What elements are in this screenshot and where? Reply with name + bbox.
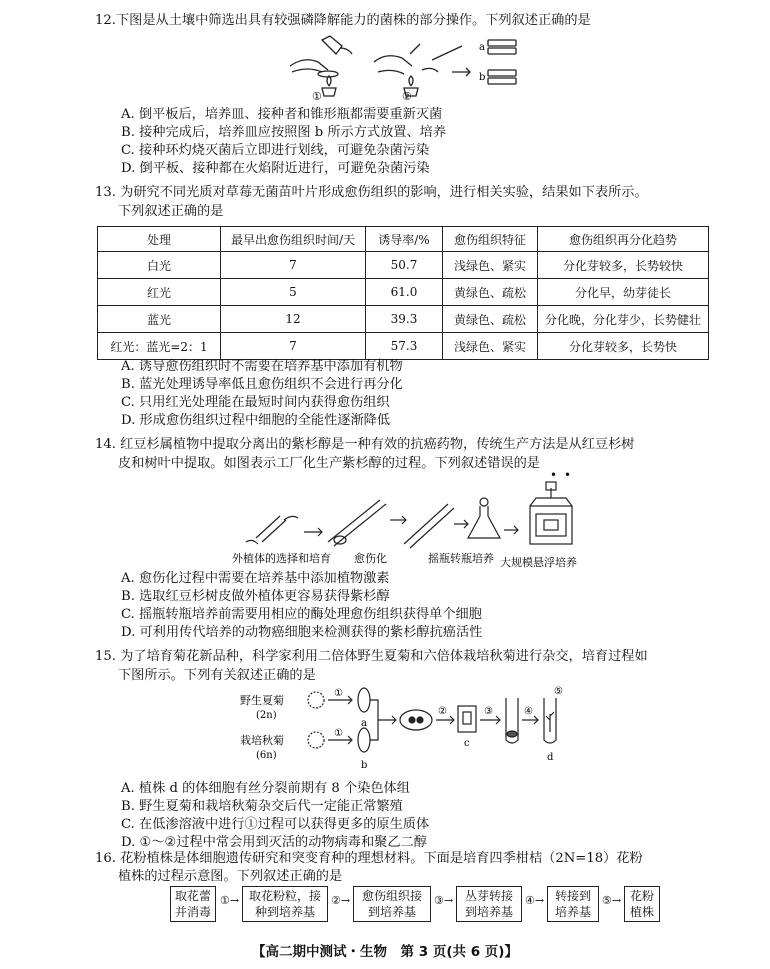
q15-label-a: a <box>361 718 367 729</box>
table-cell: 分化晚，分化芽少，长势健壮 <box>538 306 709 333</box>
table-cell: 蓝光 <box>98 306 221 333</box>
q13-option-a: A. 诱导愈伤组织时不需要在培养基中添加有机物 <box>121 359 403 374</box>
q15-option-b: B. 野生夏菊和栽培秋菊杂交后代一定能正常繁殖 <box>121 799 403 814</box>
q12-label-b: b <box>479 72 486 83</box>
flow-box <box>547 886 599 922</box>
q14-option-a: A. 愈伤化过程中需要在培养基中添加植物激素 <box>121 571 390 586</box>
emphasis-dot: • <box>550 468 558 482</box>
q14-option-b: B. 选取红豆杉树皮做外植体更容易获得紫杉醇 <box>121 589 390 604</box>
flow-box-line: 植株 <box>629 905 654 919</box>
table-header-cell: 处理 <box>98 227 221 252</box>
table-cell: 7 <box>221 252 366 279</box>
flow-box-line: 花粉 <box>629 889 654 903</box>
flow-arrow: ①→ <box>220 894 240 907</box>
q14-label-suspension: 大规模悬浮培养 <box>500 556 577 568</box>
flow-box-line: 到培养基 <box>464 905 513 919</box>
table-cell: 红光 <box>98 279 221 306</box>
flow-arrow: ④→ <box>525 894 545 907</box>
q14-label-callus: 愈伤化 <box>354 552 387 565</box>
q16-stem-line2: 植株的过程示意图。下列叙述正确的是 <box>118 869 343 884</box>
table-cell: 57.3 <box>366 333 443 360</box>
q15-step-4: ④ <box>524 706 533 717</box>
page-footer: 【高二期中测试・生物 第 3 页(共 6 页)】 <box>252 944 518 960</box>
q13-table <box>97 226 709 360</box>
flow-box <box>456 886 522 922</box>
q12-label-1: ① <box>312 90 322 103</box>
q14-stem-line1: 14. 红豆杉属植物中提取分离出的紫杉醇是一种有效的抗癌药物，传统生产方法是从红豆杉树 <box>95 437 635 452</box>
table-cell: 红光：蓝光=2：1 <box>98 333 221 360</box>
q15-label-d: d <box>547 752 554 763</box>
q15-stem-line1: 15. 为了培育菊花新品种，科学家利用二倍体野生夏菊和六倍体栽培秋菊进行杂交，培育过程如 <box>95 649 648 664</box>
table-cell: 白光 <box>98 252 221 279</box>
table-header-row <box>98 227 709 252</box>
table-cell: 黄绿色、疏松 <box>443 306 538 333</box>
table-cell: 分化芽较多，长势较快 <box>538 252 709 279</box>
flow-box <box>170 886 216 922</box>
q12-figure <box>282 32 522 104</box>
table-cell: 5 <box>221 279 366 306</box>
q16-stem-line1: 16. 花粉植株是体细胞遗传研究和突变育种的理想材料。下面是培育四季柑桔（2N=18）花粉 <box>95 851 643 866</box>
q14-label-shake-flask: 摇瓶转瓶培养 <box>428 552 494 565</box>
flow-box <box>242 886 328 922</box>
q12-option-b: B. 接种完成后，培养皿应按照图 b 所示方式放置、培养 <box>121 125 447 140</box>
flow-arrow: ③→ <box>434 894 454 907</box>
q14-stem-line2: 皮和树叶中提取。如图表示工厂化生产紫杉醇的过程。下列叙述错误的是 <box>118 456 540 471</box>
q15-option-d: D. ①～②过程中常会用到灭活的动物病毒和聚乙二醇 <box>121 835 427 850</box>
flow-box-line: 培养基 <box>554 905 591 919</box>
q15-label-cultivated-ploidy: (6n) <box>256 750 277 761</box>
table-cell: 61.0 <box>366 279 443 306</box>
flow-step: ⑤ <box>602 894 612 907</box>
flow-box <box>624 886 660 922</box>
q13-stem-line2: 下列叙述正确的是 <box>118 204 224 219</box>
table-header-cell: 诱导率/% <box>366 227 443 252</box>
table-cell: 分化早，幼芽徒长 <box>538 279 709 306</box>
table-cell: 12 <box>221 306 366 333</box>
flow-box-line: 并消毒 <box>174 905 211 919</box>
q12-option-a: A. 倒平板后，培养皿、接种者和锥形瓶都需要重新灭菌 <box>121 107 443 122</box>
table-row <box>98 306 709 333</box>
q15-stem-line2: 下图所示。下列有关叙述正确的是 <box>118 668 316 683</box>
flow-step: ② <box>331 894 341 907</box>
q13-option-b: B. 蓝光处理诱导率低且愈伤组织不会进行再分化 <box>121 377 403 392</box>
flow-box-line: 到培养基 <box>367 905 416 919</box>
q15-label-b: b <box>361 760 368 771</box>
q15-option-a: A. 植株 d 的体细胞有丝分裂前期有 8 个染色体组 <box>121 781 410 796</box>
flow-step: ① <box>220 894 230 907</box>
flow-arrow: ⑤→ <box>602 894 622 907</box>
table-row <box>98 279 709 306</box>
q15-step-3: ③ <box>484 706 493 717</box>
q15-step-5: ⑤ <box>554 686 563 697</box>
table-cell: 7 <box>221 333 366 360</box>
flow-box-line: 转接到 <box>554 889 591 903</box>
flow-box-line: 种到培养基 <box>254 905 315 919</box>
table-cell: 浅绿色、紧实 <box>443 252 538 279</box>
flow-step: ③ <box>434 894 444 907</box>
q15-step-2: ② <box>438 706 447 717</box>
table-header-cell: 愈伤组织特征 <box>443 227 538 252</box>
flow-arrow: ②→ <box>331 894 351 907</box>
table-cell: 50.7 <box>366 252 443 279</box>
table-header-cell: 愈伤组织再分化趋势 <box>538 227 709 252</box>
table-cell: 浅绿色、紧实 <box>443 333 538 360</box>
q15-step-1b: ① <box>334 728 343 739</box>
q13-option-c: C. 只用红光处理能在最短时间内获得愈伤组织 <box>121 395 390 410</box>
flow-step: ④ <box>525 894 535 907</box>
q12-label-2: ② <box>402 90 412 103</box>
q13-stem-line1: 13. 为研究不同光质对草莓无菌苗叶片形成愈伤组织的影响，进行相关实验，结果如下表所示。 <box>95 185 648 200</box>
table-row <box>98 333 709 360</box>
q15-label-c: c <box>464 738 470 749</box>
q13-option-d: D. 形成愈伤组织过程中细胞的全能性逐渐降低 <box>121 413 391 428</box>
table-header-cell: 最早出愈伤组织时间/天 <box>221 227 366 252</box>
table-row <box>98 252 709 279</box>
table-cell: 黄绿色、疏松 <box>443 279 538 306</box>
q14-option-c: C. 摇瓶转瓶培养前需要用相应的酶处理愈伤组织获得单个细胞 <box>121 607 482 622</box>
flow-box-line: 丛芽转接 <box>464 889 513 903</box>
q15-label-cultivated: 栽培秋菊 <box>240 734 284 747</box>
q14-label-explant: 外植体的选择和培育 <box>232 552 331 565</box>
q15-figure <box>240 684 570 776</box>
q14-figure <box>232 480 592 568</box>
table-cell: 39.3 <box>366 306 443 333</box>
flow-box-line: 取花蕾 <box>174 889 211 903</box>
q15-option-c: C. 在低渗溶液中进行①过程可以获得更多的原生质体 <box>121 817 430 832</box>
flow-box-line: 取花粉粒，接 <box>248 889 321 903</box>
table-cell: 分化芽较多，长势快 <box>538 333 709 360</box>
q15-step-1a: ① <box>334 688 343 699</box>
q12-label-a: a <box>479 42 485 53</box>
q14-option-d: D. 可利用传代培养的动物癌细胞来检测获得的紫杉醇抗癌活性 <box>121 625 483 640</box>
q12-option-d: D. 倒平板、接种都在火焰附近进行，可避免杂菌污染 <box>121 161 430 176</box>
q15-label-wild: 野生夏菊 <box>240 694 284 707</box>
flow-box-line: 愈伤组织接 <box>361 889 422 903</box>
flow-box <box>353 886 431 922</box>
q15-label-wild-ploidy: (2n) <box>256 710 277 721</box>
q12-option-c: C. 接种环灼烧灭菌后立即进行划线，可避免杂菌污染 <box>121 143 430 158</box>
q12-stem: 12.下图是从土壤中筛选出具有较强磷降解能力的菌株的部分操作。下列叙述正确的是 <box>95 13 591 28</box>
emphasis-dot: • <box>564 468 572 482</box>
